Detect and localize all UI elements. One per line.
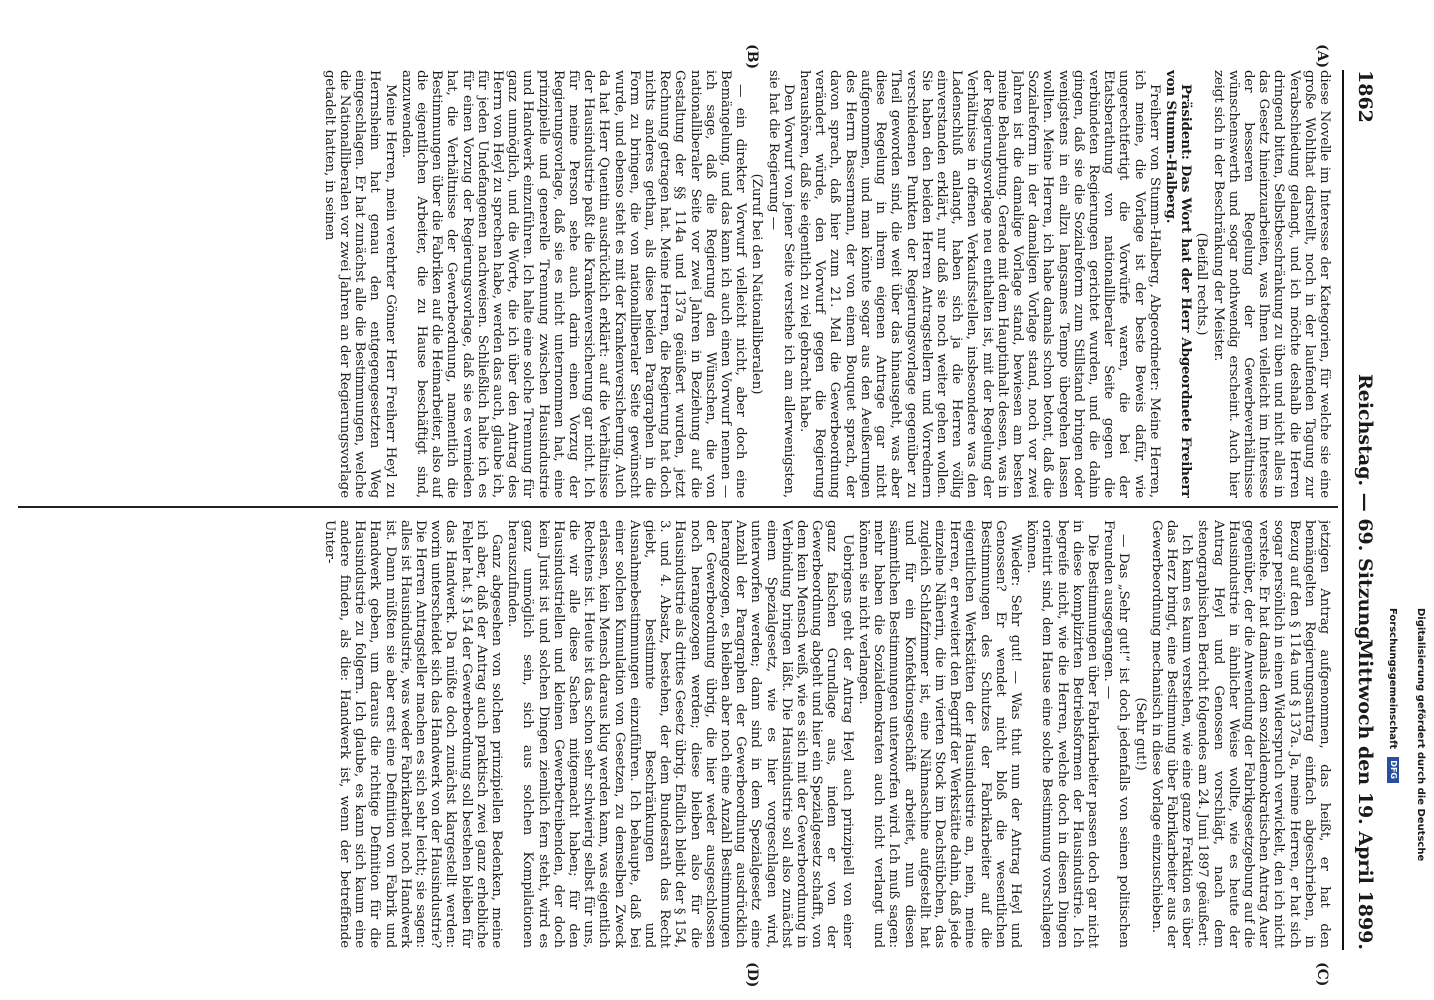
interjection: (Zuruf bei den Nationalliberalen) xyxy=(749,173,765,395)
paragraph: diese Novelle im Interesse der Kategorien, für welche sie eine große Wohlthat darstellt, noch in der laufenden Tagung zur Verabschiedung gelangt, und ich möchte deshalb die Herren dringend bitten, Selbstbeschränkung zu üben und nicht alles in das Gesetz hineinzuarbeiten, was Ihnen vielleicht im Interesse der besseren Regelung der Gewerbeverhältnisse wünschenswerth und sogar nothwendig erscheint. Auch hier zeigt sich in der Beschränkung der Meister. xyxy=(1210,70,1332,498)
speaker-announcement: Präsident: Das Wort hat der Herr Abgeordnete Freiherr von Stumm-Halberg. xyxy=(1162,70,1195,498)
paragraph: Meine Herren, mein verehrter Gönner Herr Freiherr Heyl zu Herrnsheim hat genau den entgegengesetzten Weg eingeschlagen. Er hat zunächst alle die Bestimmungen, welche die Nationalliberalen vor zwei Jahren an der Regierungsvorlage getadelt hatten, in seinen xyxy=(321,70,398,498)
dfg-logo-icon: DFG xyxy=(1387,757,1399,783)
margin-marker-a: (A) xyxy=(1314,44,1330,69)
quotation: Ich kann es kaum verstehen, wie eine ganze Fraktion es über das Herz bringt, eine Bestimmung über Fabrikarbeiter aus der Gewerbeordnung mechanisch in diese Vorlage einzuschieben. xyxy=(1148,520,1195,948)
header-rule xyxy=(1342,70,1344,950)
session-date: Mittwoch den 19. April 1899. xyxy=(1354,639,1376,950)
paragraph: — ein direkter Vorwurf vielleicht nicht, aber doch eine Bemängelung, und das kann ich auch einen Vorwurf nennen — ich sage, daß die Regierung den Wünschen, die von nationalliberaler Seite vor zwei Jahren in Beziehung auf die Gestaltung der §§ 114a und 137a geäußert wurden, jetzt Rechnung getragen hat. Meine Herren, die Regierung hat doch nichts anderes gethan, als diese beiden Paragraphen in die Form zu bringen, die von nationalliberaler Seite gewünscht wurde, und ebenso steht es mit der Krankenversicherung. Auch da hat Herr Quentin ausdrücklich erklärt: auf die Verhältnisse der Hausindustrie paßt die Krankenversicherung gar nicht. Ich für meine Person sehe auch darin einen Vorzug der Regierungsvorlage, daß sie es nicht unternommen hat, eine prinzipielle und generelle Trennung zwischen Hausindustrie und Handwerk einzuführen. Ich halte eine solche Trennung für ganz unmöglich, und die Worte, die ich über den Antrag des Herrn von Heyl zu sprechen habe, werden das auch, glaube ich, für jeden Undefangenen nachweisen. Schließlich halte ich es für einen Vorzug der Regierungsvorlage, daß sie es vermieden hat, die Verhältnisse der Gewerbeordnung, namentlich die Bestimmungen über die Fabriken auf die Heimarbeiter, also auf die eigentlichen Arbeiter, die zu Hause beschäftigt sind, anzuwenden. xyxy=(398,70,749,498)
quotation: Die Bestimmungen über Fabrikarbeiter passen doch gar nicht in diese komplizirten Betriebsformen der Hausindustrie. Ich begreife nicht, wie die Herren, welche doch in diesen Dingen orientirt sind, dem Hause eine solche Bestimmung vorschlagen können. xyxy=(1024,520,1100,948)
paragraph: Ganz abgesehen von solchen prinzipiellen Bedenken, meine ich aber, daß der Antrag auch praktisch zwei ganz erhebliche Fehler hat. § 154 der Gewerbeordnung soll bestehen bleiben für das Handwerk. Da müßte doch zunächst klargestellt werden: worin unterscheidet sich das Handwerk von der Hausindustrie? Die Herren Antragsteller machen es sich sehr leicht; sie sagen: alles ist Hausindustrie, was weder Fabrikarbeit noch Handwerk ist. Dann müßten sie aber erst eine Definition von Fabrik und Handwerk geben, um daraus die richtige Definition für die Hausindustrie zu folgern. Ich glaube, es kann sich kaum eine andere finden, als die: Handwerk ist, wenn der betreffende Unter- xyxy=(321,520,505,948)
column-divider xyxy=(18,506,1338,508)
paragraph: Wieder: Sehr gut! — Was thut nun der Antrag Heyl und Genossen? Er wendet nicht bloß die wesentlichen Bestimmungen des Schutzes der Fabrikarbeiter auf die eigentlichen Werkstätten der Hausindustrie an, nein, meine Herren, er erweitert den Begriff der Werkstätte dahin, daß jede einzelne Näherin, die im vierten Stock im Dachstübchen, das zugleich Schlafzimmer ist, eine Nähmaschine aufgestellt hat und für ein Konfektionsgeschäft arbeitet, nun diesen sämmtlichen Bestimmungen unterworfen wird. Ich muß sagen: mehr haben die Sozialdemokraten auch nicht verlangt und können sie nicht verlangen. xyxy=(855,520,1023,948)
left-column xyxy=(22,70,1332,498)
page-title: Reichstag. — 69. Sitzung. xyxy=(1354,373,1376,647)
margin-marker-b: (B) xyxy=(744,44,760,70)
interjection: (Sehr gut!) xyxy=(1132,697,1148,771)
footer-text: Digitalisierung gefördert durch die Deutsche Forschungsgemeinschaft xyxy=(1387,608,1426,862)
right-column xyxy=(22,520,1332,948)
page-header xyxy=(1342,70,1382,950)
paragraph: Freiherr von Stumm-Halberg, Abgeordneter: Meine Herren, ich meine, die Vorlage ist der beste Beweis dafür, wie ungerechtfertigt die Vorwürfe waren, die bei der Etatsberathung von nationalliberaler Seite gegen die verbündeten Regierungen gerichtet wurden, und die dahin gingen, daß sie die Sozialreform zum Stillstand bringen oder wenigstens in ein allzu langsames Tempo übergehen lassen wollten. Meine Herren, ich habe damals schon betont, daß die Sozialreform in der damaligen Vorlage stand, noch vor zwei Jahren ist die damalige Vorlage stand, bewiesen am besten meine Behauptung. Gerade mit dem Hauptinhalt dessen, was in der Regierungsvorlage neu enthalten ist, mit der Regelung der Verhältnisse in offenen Verkaufsstellen, insbesondere was den Ladenschluß anlangt, haben sich ja die Herren völlig einverstanden erklärt, nur daß sie noch weiter gehen wollen. Sie haben den beiden Herren Antragstellern und Vorrednern verschiedenen Punkten der Regierungsvorlage gegenüber zu Theil geworden sind, die weit über das hinausgeht, was aber diese Regelung in ihrem eigenen Antrage gar nicht aufgenommen, und man könnte sogar aus den Aeußerungen des Herrn Bassermann, der von einem Bouquet sprach, der davon sprach, daß hier zum 21. Mal die Gewerbeordnung verändert würde, den Vorwurf gegen die Regierung heraushören, daß sie eigentlich zu viel gebracht habe. xyxy=(797,70,1162,498)
paragraph: Den Vorwurf von jener Seite verstehe ich am allerwenigsten, sie hat die Regierung — xyxy=(765,70,796,498)
paragraph: Uebrigens geht der Antrag Heyl auch prinzipiell von einer ganz falschen Grundlage aus, indem er von der Gewerbeordnung abgeht und hier ein Spezialgesetz schafft, von dem kein Mensch weiß, wie es sich mit der Gewerbeordnung in Verbindung bringen läßt. Die Hausindustrie soll also zunächst einem Spezialgesetz, wie es hier vorgeschlagen wird, unterworfen werden; dann sind in dem Spezialgesetz eine Anzahl der Paragraphen der Gewerbeordnung ausdrücklich herangezogen, es bleiben aber noch eine Anzahl Bestimmungen der Gewerbeordnung übrig, die hier weder ausgeschlossen noch herangezogen werden; diese bleiben also für die Hausindustrie als drittes Gesetz übrig. Endlich bleibt der § 154, 3. und 4. Absatz, bestehen, der dem Bundesrath das Recht giebt, bestimmte Beschränkungen und Ausnahmebestimmungen einzuführen. Ich behaupte, daß bei einer solchen Kumulation von Gesetzen, zu demselben Zweck erlassen, kein Mensch daraus klug werden kann, was eigentlich Rechtens ist. Heute ist das schon sehr schwierig selbst für uns, die wir alle diese Sachen mitgemacht haben; für den Hausindustriellen und kleinen Gewerbetreibenden, der doch kein Jurist ist und solchen Dingen ziemlich fern steht, wird es ganz unmöglich sein, sich aus solchen Kompilationen herauszufinden. xyxy=(505,520,855,948)
margin-marker-c: (C) xyxy=(1314,962,1330,987)
margin-marker-d: (D) xyxy=(744,962,760,988)
page-number: 1862 xyxy=(1354,70,1376,123)
digitization-footer xyxy=(1387,0,1434,1000)
paragraph: — Das „Sehr gut!“ ist doch jedenfalls von seinen politischen Freunden ausgegangen. — xyxy=(1101,520,1132,948)
interjection: (Beifall rechts.) xyxy=(1194,232,1210,336)
paragraph: jetzigen Antrag aufgenommen, das heißt, er hat den bemängelten Regierungsantrag einfach abgeschrieben, in Bezug auf den § 114a und § 137a. Ja, meine Herren, er hat sich sogar persönlich in einen Widerspruch verwickelt, den ich nicht verstehe. Er hat damals dem sozialdemokratischen Antrag Auer gegenüber, der die Anwendung der Fabrikgesetzgebung auf die Hausindustrie in ähnlicher Weise wollte, wie es heute der Antrag Heyl und Genossen vorschlägt, nach dem stenographischen Bericht folgendes am 24. Juni 1897 geäußert: xyxy=(1195,520,1332,948)
